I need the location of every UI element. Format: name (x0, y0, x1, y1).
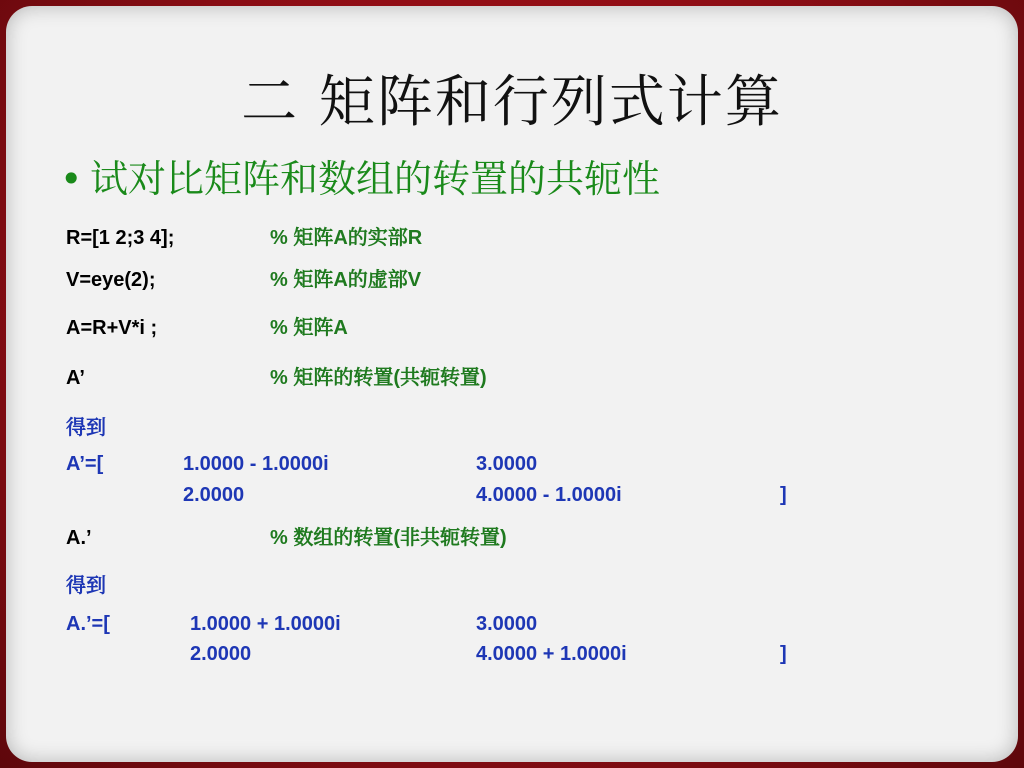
comment-line-1: % 矩阵A的实部R (270, 227, 423, 249)
result1-r1c1: 1.0000 - 1.0000i (183, 453, 329, 475)
bullet-text: 试对比矩阵和数组的转置的共轭性 (90, 157, 661, 201)
result2-prefix: A.’=[ (66, 613, 110, 635)
result2-r2c2: 4.0000 + 1.0000i (476, 643, 627, 665)
result1-r2c1: 2.0000 (183, 484, 245, 506)
code-line-2: V=eye(2); (66, 269, 156, 291)
result1-prefix: A’=[ (66, 453, 104, 475)
result2-close: ] (780, 643, 787, 665)
bullet-dot-icon: • (60, 157, 83, 201)
result1-r2c2: 4.0000 - 1.0000i (476, 484, 622, 506)
result1-r1c2: 3.0000 (476, 453, 538, 475)
result-label-1: 得到 (66, 417, 106, 439)
result2-r2c1: 2.0000 (190, 643, 252, 665)
comment-line-4: % 矩阵的转置(共轭转置) (270, 367, 487, 389)
result2-r1c2: 3.0000 (476, 613, 538, 635)
code-line-3: A=R+V*i ; (66, 317, 158, 339)
code-line-4: A’ (66, 367, 85, 389)
result1-close: ] (780, 484, 787, 506)
code-line-1: R=[1 2;3 4]; (66, 227, 175, 249)
result-label-2: 得到 (66, 575, 106, 597)
comment-line-2: % 矩阵A的虚部V (270, 269, 422, 291)
comment-line-5: % 数组的转置(非共轭转置) (270, 527, 507, 549)
slide-title: 二 矩阵和行列式计算 (241, 70, 783, 135)
bullet-item (60, 148, 660, 203)
code-line-5: A.’ (66, 527, 92, 549)
result2-r1c1: 1.0000 + 1.0000i (190, 613, 341, 635)
comment-line-3: % 矩阵A (270, 317, 348, 339)
